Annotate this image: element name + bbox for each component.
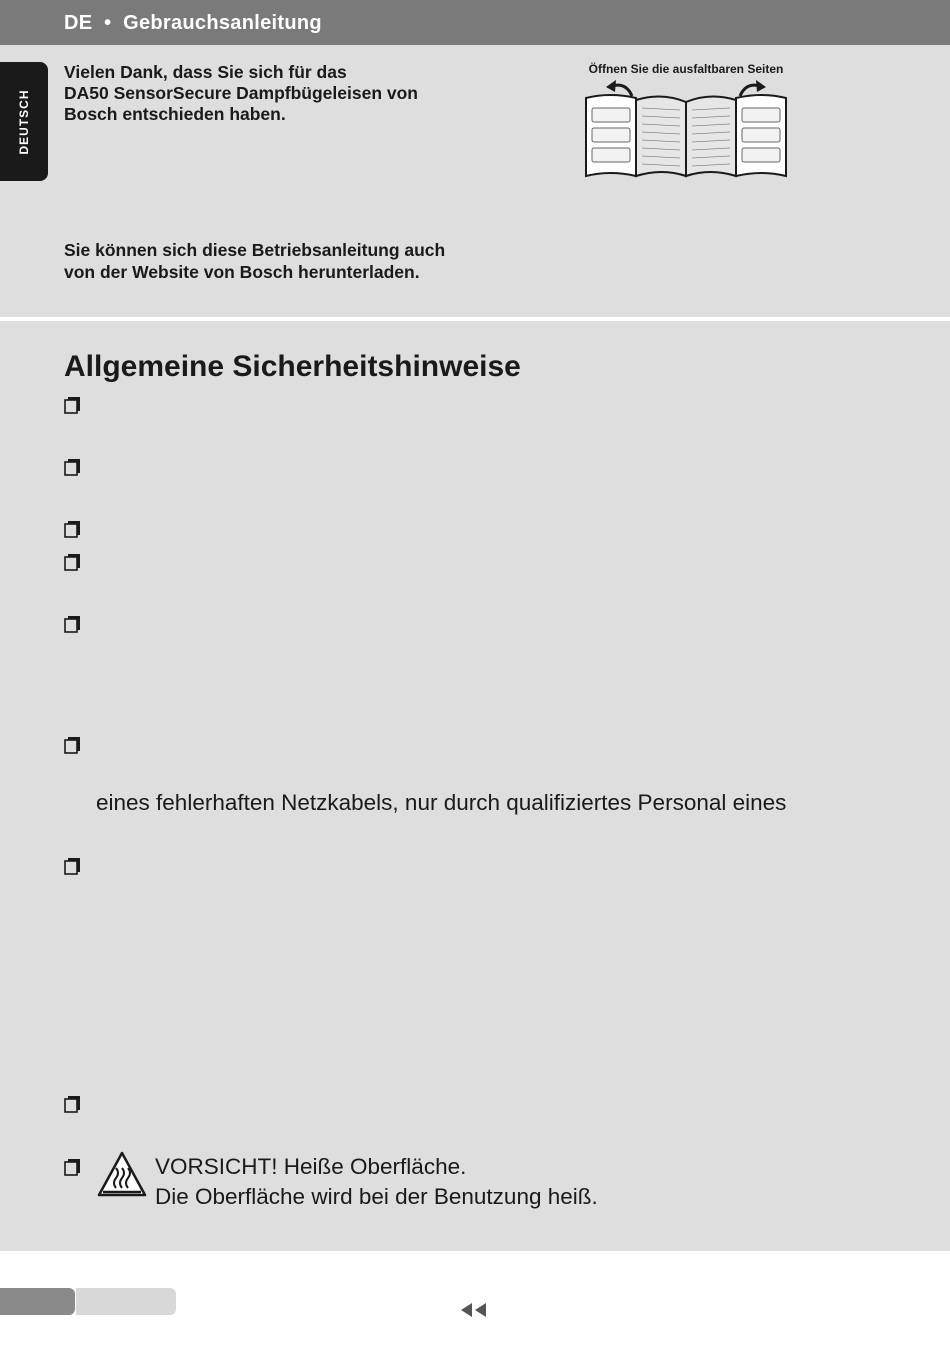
section-title: Allgemeine Sicherheitshinweise bbox=[64, 350, 521, 383]
checkbox-bullet-icon bbox=[64, 1095, 82, 1113]
fold-out-pages-icon bbox=[580, 78, 792, 182]
safety-panel bbox=[0, 321, 950, 1251]
checkbox-bullet-icon bbox=[64, 458, 82, 476]
safety-text-line: eines fehlerhaften Netzkabels, nur durch qualifiziertes Personal eines bbox=[96, 790, 787, 815]
warning-line-1: VORSICHT! Heiße Oberfläche. bbox=[155, 1154, 467, 1179]
fold-out-caption: Öffnen Sie die ausfaltbaren Seiten bbox=[588, 62, 784, 76]
rewind-icon[interactable] bbox=[460, 1302, 488, 1318]
footer-tab-active bbox=[0, 1288, 75, 1315]
checkbox-bullet-icon bbox=[64, 520, 82, 538]
side-tab-label: DEUTSCH bbox=[17, 88, 31, 155]
hot-surface-warning bbox=[155, 1152, 598, 1212]
warning-line-2: Die Oberfläche wird bei der Benutzung heiß. bbox=[155, 1184, 598, 1209]
language-side-tab[interactable] bbox=[0, 62, 48, 181]
checkbox-bullet-icon bbox=[64, 553, 82, 571]
footer-tab bbox=[76, 1288, 176, 1315]
header-title: DE • Gebrauchsanleitung bbox=[64, 12, 322, 34]
thanks-text: Vielen Dank, dass Sie sich für das DA50 SensorSecure Dampfbügeleisen von Bosch entschieden haben. bbox=[64, 62, 418, 124]
checkbox-bullet-icon bbox=[64, 615, 82, 633]
checkbox-bullet-icon bbox=[64, 736, 82, 754]
checkbox-bullet-icon bbox=[64, 396, 82, 414]
checkbox-bullet-icon bbox=[64, 857, 82, 875]
download-note: Sie können sich diese Betriebsanleitung auch von der Website von Bosch herunterladen. bbox=[64, 240, 446, 282]
hot-surface-warning-icon bbox=[96, 1150, 148, 1198]
checkbox-bullet-icon bbox=[64, 1158, 82, 1176]
header-bar bbox=[0, 0, 950, 45]
